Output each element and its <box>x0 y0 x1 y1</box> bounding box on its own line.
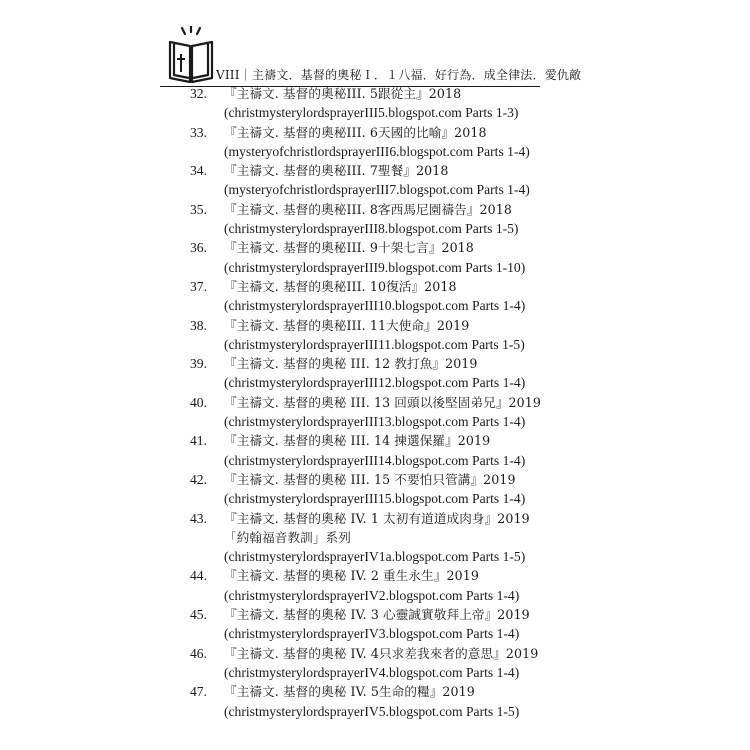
entry-title: 『主禱文. 基督的奧秘III. 11大使命』2019 <box>224 317 470 333</box>
entry-title: 『主禱文. 基督的奧秘 III. 12 教打魚』2019 <box>224 356 478 372</box>
list-item <box>190 354 590 393</box>
entry-url: (mysteryofchristlordsprayerIII6.blogspot.com Parts 1-4) <box>224 143 530 159</box>
running-header-title: VIII｜主禱文．基督的奧秘Ｉ．１八福．好行為．成全律法．愛仇敵 <box>216 68 582 82</box>
list-item <box>190 200 590 239</box>
page-header <box>160 20 580 90</box>
entry-url: (christmysterylordsprayerIV4.blogspot.com Parts 1-4) <box>224 664 520 680</box>
entry-number: 32. <box>190 86 207 101</box>
entry-title: 『主禱文. 基督的奧秘III. 5跟從主』2018 <box>224 86 462 101</box>
entry-number: 44. <box>190 568 207 584</box>
list-item <box>190 470 590 509</box>
entry-url: (christmysterylordsprayerIII12.blogspot.com Parts 1-4) <box>224 375 526 391</box>
entry-title: 『主禱文. 基督的奧秘 IV. 1 太初有道道成肉身』2019 <box>224 510 530 526</box>
entry-url: (christmysterylordsprayerIV5.blogspot.com Parts 1-5) <box>224 703 520 719</box>
entry-number: 47. <box>190 684 207 700</box>
entry-title: 『主禱文. 基督的奧秘III. 6天國的比喻』2018 <box>224 124 487 140</box>
entry-url: (christmysterylordsprayerIII9.blogspot.com Parts 1-10) <box>224 259 526 275</box>
entry-url: (christmysterylordsprayerIII5.blogspot.com Parts 1-3) <box>224 105 519 121</box>
entry-title: 『主禱文. 基督的奧秘III. 10復活』2018 <box>224 278 457 294</box>
list-item <box>190 431 590 470</box>
entry-title: 『主禱文. 基督的奧秘 IV. 2 重生永生』2019 <box>224 568 479 584</box>
entry-url: (christmysterylordsprayerIV1a.blogspot.com Parts 1-5) <box>224 549 526 565</box>
list-item <box>190 84 590 123</box>
entry-title: 『主禱文. 基督的奧秘III. 8客西馬尼園禱告』2018 <box>224 201 512 217</box>
entry-url: (mysteryofchristlordsprayerIII7.blogspot.com Parts 1-4) <box>224 182 530 198</box>
entry-number: 37. <box>190 278 207 294</box>
entry-url: (christmysterylordsprayerIII13.blogspot.com Parts 1-4) <box>224 414 526 430</box>
list-item <box>190 644 590 683</box>
reference-list <box>190 84 590 721</box>
list-item <box>190 682 590 721</box>
list-item <box>190 566 590 605</box>
list-item <box>190 605 590 644</box>
entry-url: (christmysterylordsprayerIII10.blogspot.com Parts 1-4) <box>224 298 526 314</box>
list-item <box>190 238 590 277</box>
entry-title: 『主禱文. 基督的奧秘 IV. 3 心靈誠實敬拜上帝』2019 <box>224 607 530 623</box>
entry-number: 46. <box>190 645 207 661</box>
entry-title: 『主禱文. 基督的奧秘 IV. 4只求差我來者的意思』2019 <box>224 645 539 661</box>
entry-title: 『主禱文. 基督的奧秘 III. 13 回頭以後堅固弟兄』2019 <box>224 394 542 410</box>
entry-number: 34. <box>190 163 207 179</box>
entry-title: 『主禱文. 基督的奧秘 III. 15 不要怕只管講』2019 <box>224 471 516 487</box>
entry-title: 『主禱文. 基督的奧秘 III. 14 揀選保羅』2019 <box>224 433 491 449</box>
entry-number: 38. <box>190 317 207 333</box>
entry-url: (christmysterylordsprayerIII15.blogspot.com Parts 1-4) <box>224 491 526 507</box>
entry-number: 33. <box>190 124 207 140</box>
entry-url: (christmysterylordsprayerIII14.blogspot.com Parts 1-4) <box>224 452 526 468</box>
entry-number: 35. <box>190 201 207 217</box>
entry-number: 43. <box>190 510 207 526</box>
book-cross-icon <box>166 26 216 84</box>
entry-url: (christmysterylordsprayerIV2.blogspot.com Parts 1-4) <box>224 587 520 603</box>
entry-url: (christmysterylordsprayerIV3.blogspot.com Parts 1-4) <box>224 626 520 642</box>
entry-number: 41. <box>190 433 207 449</box>
list-item <box>190 393 590 432</box>
entry-subtitle: 「約翰福音教訓」系列 <box>224 529 351 545</box>
list-item <box>190 509 590 567</box>
list-item <box>190 277 590 316</box>
entry-title: 『主禱文. 基督的奧秘III. 9十架七言』2018 <box>224 240 474 256</box>
entry-number: 39. <box>190 356 207 372</box>
entry-number: 40. <box>190 394 207 410</box>
list-item <box>190 316 590 355</box>
entry-title: 『主禱文. 基督的奧秘 IV. 5生命的糧』2019 <box>224 684 475 700</box>
entry-url: (christmysterylordsprayerIII8.blogspot.com Parts 1-5) <box>224 221 519 237</box>
list-item <box>190 161 590 200</box>
list-item <box>190 123 590 162</box>
entry-number: 36. <box>190 240 207 256</box>
entry-number: 42. <box>190 471 207 487</box>
entry-title: 『主禱文. 基督的奧秘III. 7聖餐』2018 <box>224 163 449 179</box>
entry-url: (christmysterylordsprayerIII11.blogspot.com Parts 1-5) <box>224 336 525 352</box>
entry-number: 45. <box>190 607 207 623</box>
